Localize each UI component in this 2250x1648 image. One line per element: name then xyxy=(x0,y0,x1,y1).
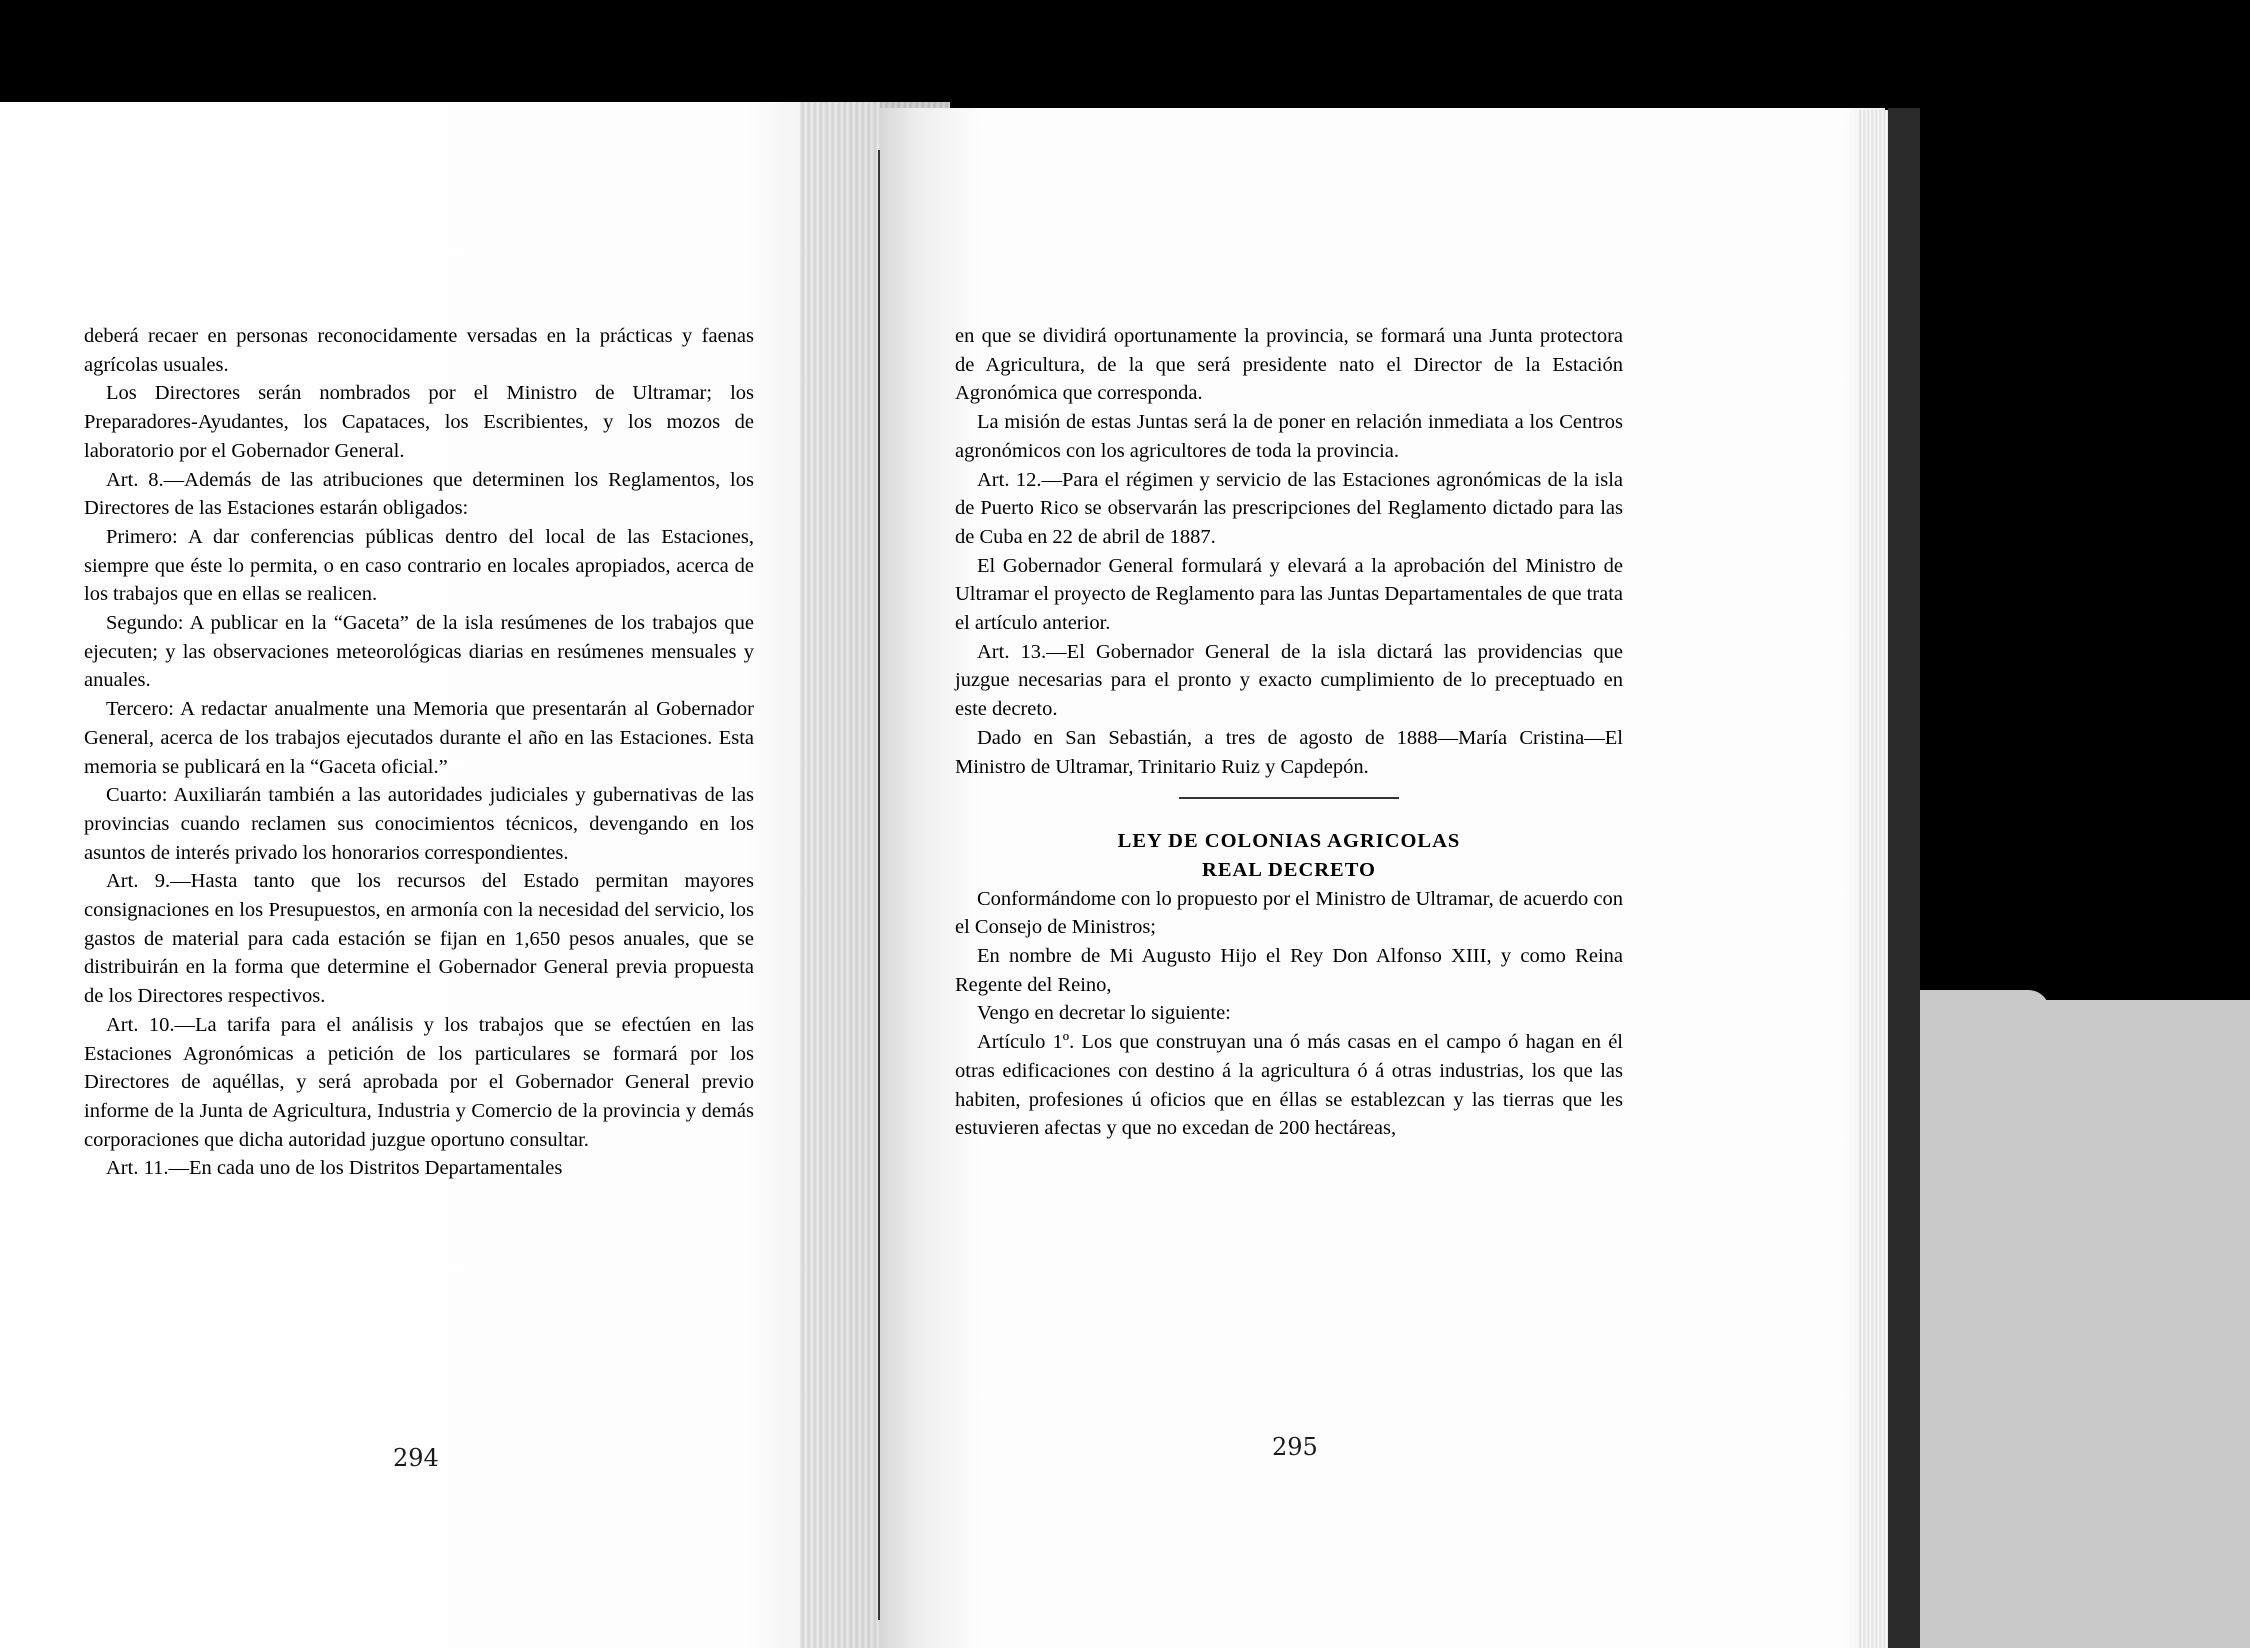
paragraph: Art. 10.—La tarifa para el análisis y los trabajos que se efectúen en las Estaciones Agronómicas a petición de los particulares se formará por los Directores de aquéllas, y será aprobada por el Gobernador General previo informe de la Junta de Agricultura, Industria y Comercio de la provincia y demás corporaciones que dicha autoridad juzgue oportuno consultar. xyxy=(84,1013,754,1151)
paragraph: Tercero: A redactar anualmente una Memoria que presentarán al Gobernador General, acerca de los trabajos ejecutados durante el año en las Estaciones. Esta memoria se publicará en la “Gaceta oficial.” xyxy=(84,698,754,778)
paragraph: Artículo 1º. Los que construyan una ó más casas en el campo ó hagan en él otras edificaciones con destino á la agricultura ó á otras industrias, los que las habiten, profesiones ú oficios que en éllas se establezcan y las tierras que les estuvieren afectas y que no excedan de 200 hectáreas, xyxy=(955,1031,1623,1140)
section-divider xyxy=(1179,797,1399,799)
paragraph: Primero: A dar conferencias públicas dentro del local de las Estaciones, siempre que éste lo permita, o en caso contrario en locales apropiados, acerca de los trabajos que en ellas se realicen. xyxy=(84,525,754,606)
paragraph: Vengo en decretar lo siguiente: xyxy=(977,1002,1231,1025)
paragraph: El Gobernador General formulará y elevará a la aprobación del Ministro de Ultramar el proyecto de Reglamento para las Juntas Departamentales de que trata el artículo anterior. xyxy=(955,554,1623,635)
section-subheading: REAL DECRETO xyxy=(1202,858,1376,881)
paragraph: Art. 13.—El Gobernador General de la isla dictará las providencias que juzgue necesarias para el pronto y exacto cumplimiento de lo preceptuado en este decreto. xyxy=(955,640,1623,721)
paragraph: Art. 8.—Además de las atribuciones que determinen los Reglamentos, los Directores de las Estaciones estarán obligados: xyxy=(84,468,754,520)
scanner-surface xyxy=(1920,1000,2250,1648)
page-number-left: 294 xyxy=(393,1444,439,1472)
paragraph: Dado en San Sebastián, a tres de agosto de 1888—María Cristina—El Ministro de Ultramar, Trinitario Ruiz y Capdepón. xyxy=(955,726,1623,778)
paragraph: Conformándome con lo propuesto por el Ministro de Ultramar, de acuerdo con el Consejo de Ministros; xyxy=(955,887,1623,939)
paragraph: En nombre de Mi Augusto Hijo el Rey Don Alfonso XIII, y como Reina Regente del Reino, xyxy=(955,945,1623,996)
book-cover-edge xyxy=(1888,108,1920,1648)
paragraph: Segundo: A publicar en la “Gaceta” de la isla resúmenes de los trabajos que ejecuten; y las observaciones meteorológicas diarias en resúmenes mensuales y anuales. xyxy=(84,612,754,692)
left-page-text xyxy=(84,322,754,1183)
paragraph: en que se dividirá oportunamente la provincia, se formará una Junta protectora de Agricultura, de la que será presidente nato el Director de la Estación Agronómica que corresponda. xyxy=(955,325,1623,405)
paragraph: Art. 12.—Para el régimen y servicio de las Estaciones agronómicas de la isla de Puerto Rico se observarán las prescripciones del Reglamento dictado para las de Cuba en 22 de abril de 1887. xyxy=(955,468,1623,548)
paragraph: deberá recaer en personas reconocidamente versadas en la prácticas y faenas agrícolas usuales. xyxy=(84,325,754,376)
page-edges xyxy=(1858,110,1888,1648)
paragraph: La misión de estas Juntas será la de poner en relación inmediata a los Centros agronómicos con los agricultores de toda la provincia. xyxy=(955,411,1623,462)
right-page-text xyxy=(955,322,1623,1143)
paragraph: Art. 9.—Hasta tanto que los recursos del Estado permitan mayores consignaciones en los Presupuestos, en armonía con la necesidad del servicio, los gastos de material para cada estación se fijan en 1,650 pesos anuales, que se distribuirán en la forma que determine el Gobernador General previa propuesta de los Directores respectivos. xyxy=(84,870,754,1008)
section-heading: LEY DE COLONIAS AGRICOLAS xyxy=(1117,830,1461,853)
paragraph: Los Directores serán nombrados por el Ministro de Ultramar; los Preparadores-Ayudantes, los Capataces, los Escribientes, y los mozos de laboratorio por el Gobernador General. xyxy=(84,382,754,462)
scan-top-background xyxy=(0,0,2250,104)
paragraph: Cuarto: Auxiliarán también a las autoridades judiciales y gubernativas de las provincias cuando reclamen sus conocimientos técnicos, devengando en los asuntos de interés privado los honorarios correspondientes. xyxy=(84,784,754,864)
page-number-right: 295 xyxy=(1272,1433,1318,1461)
paragraph: Art. 11.—En cada uno de los Distritos Departamentales xyxy=(106,1157,563,1180)
scan-right-background xyxy=(1920,0,2250,1000)
